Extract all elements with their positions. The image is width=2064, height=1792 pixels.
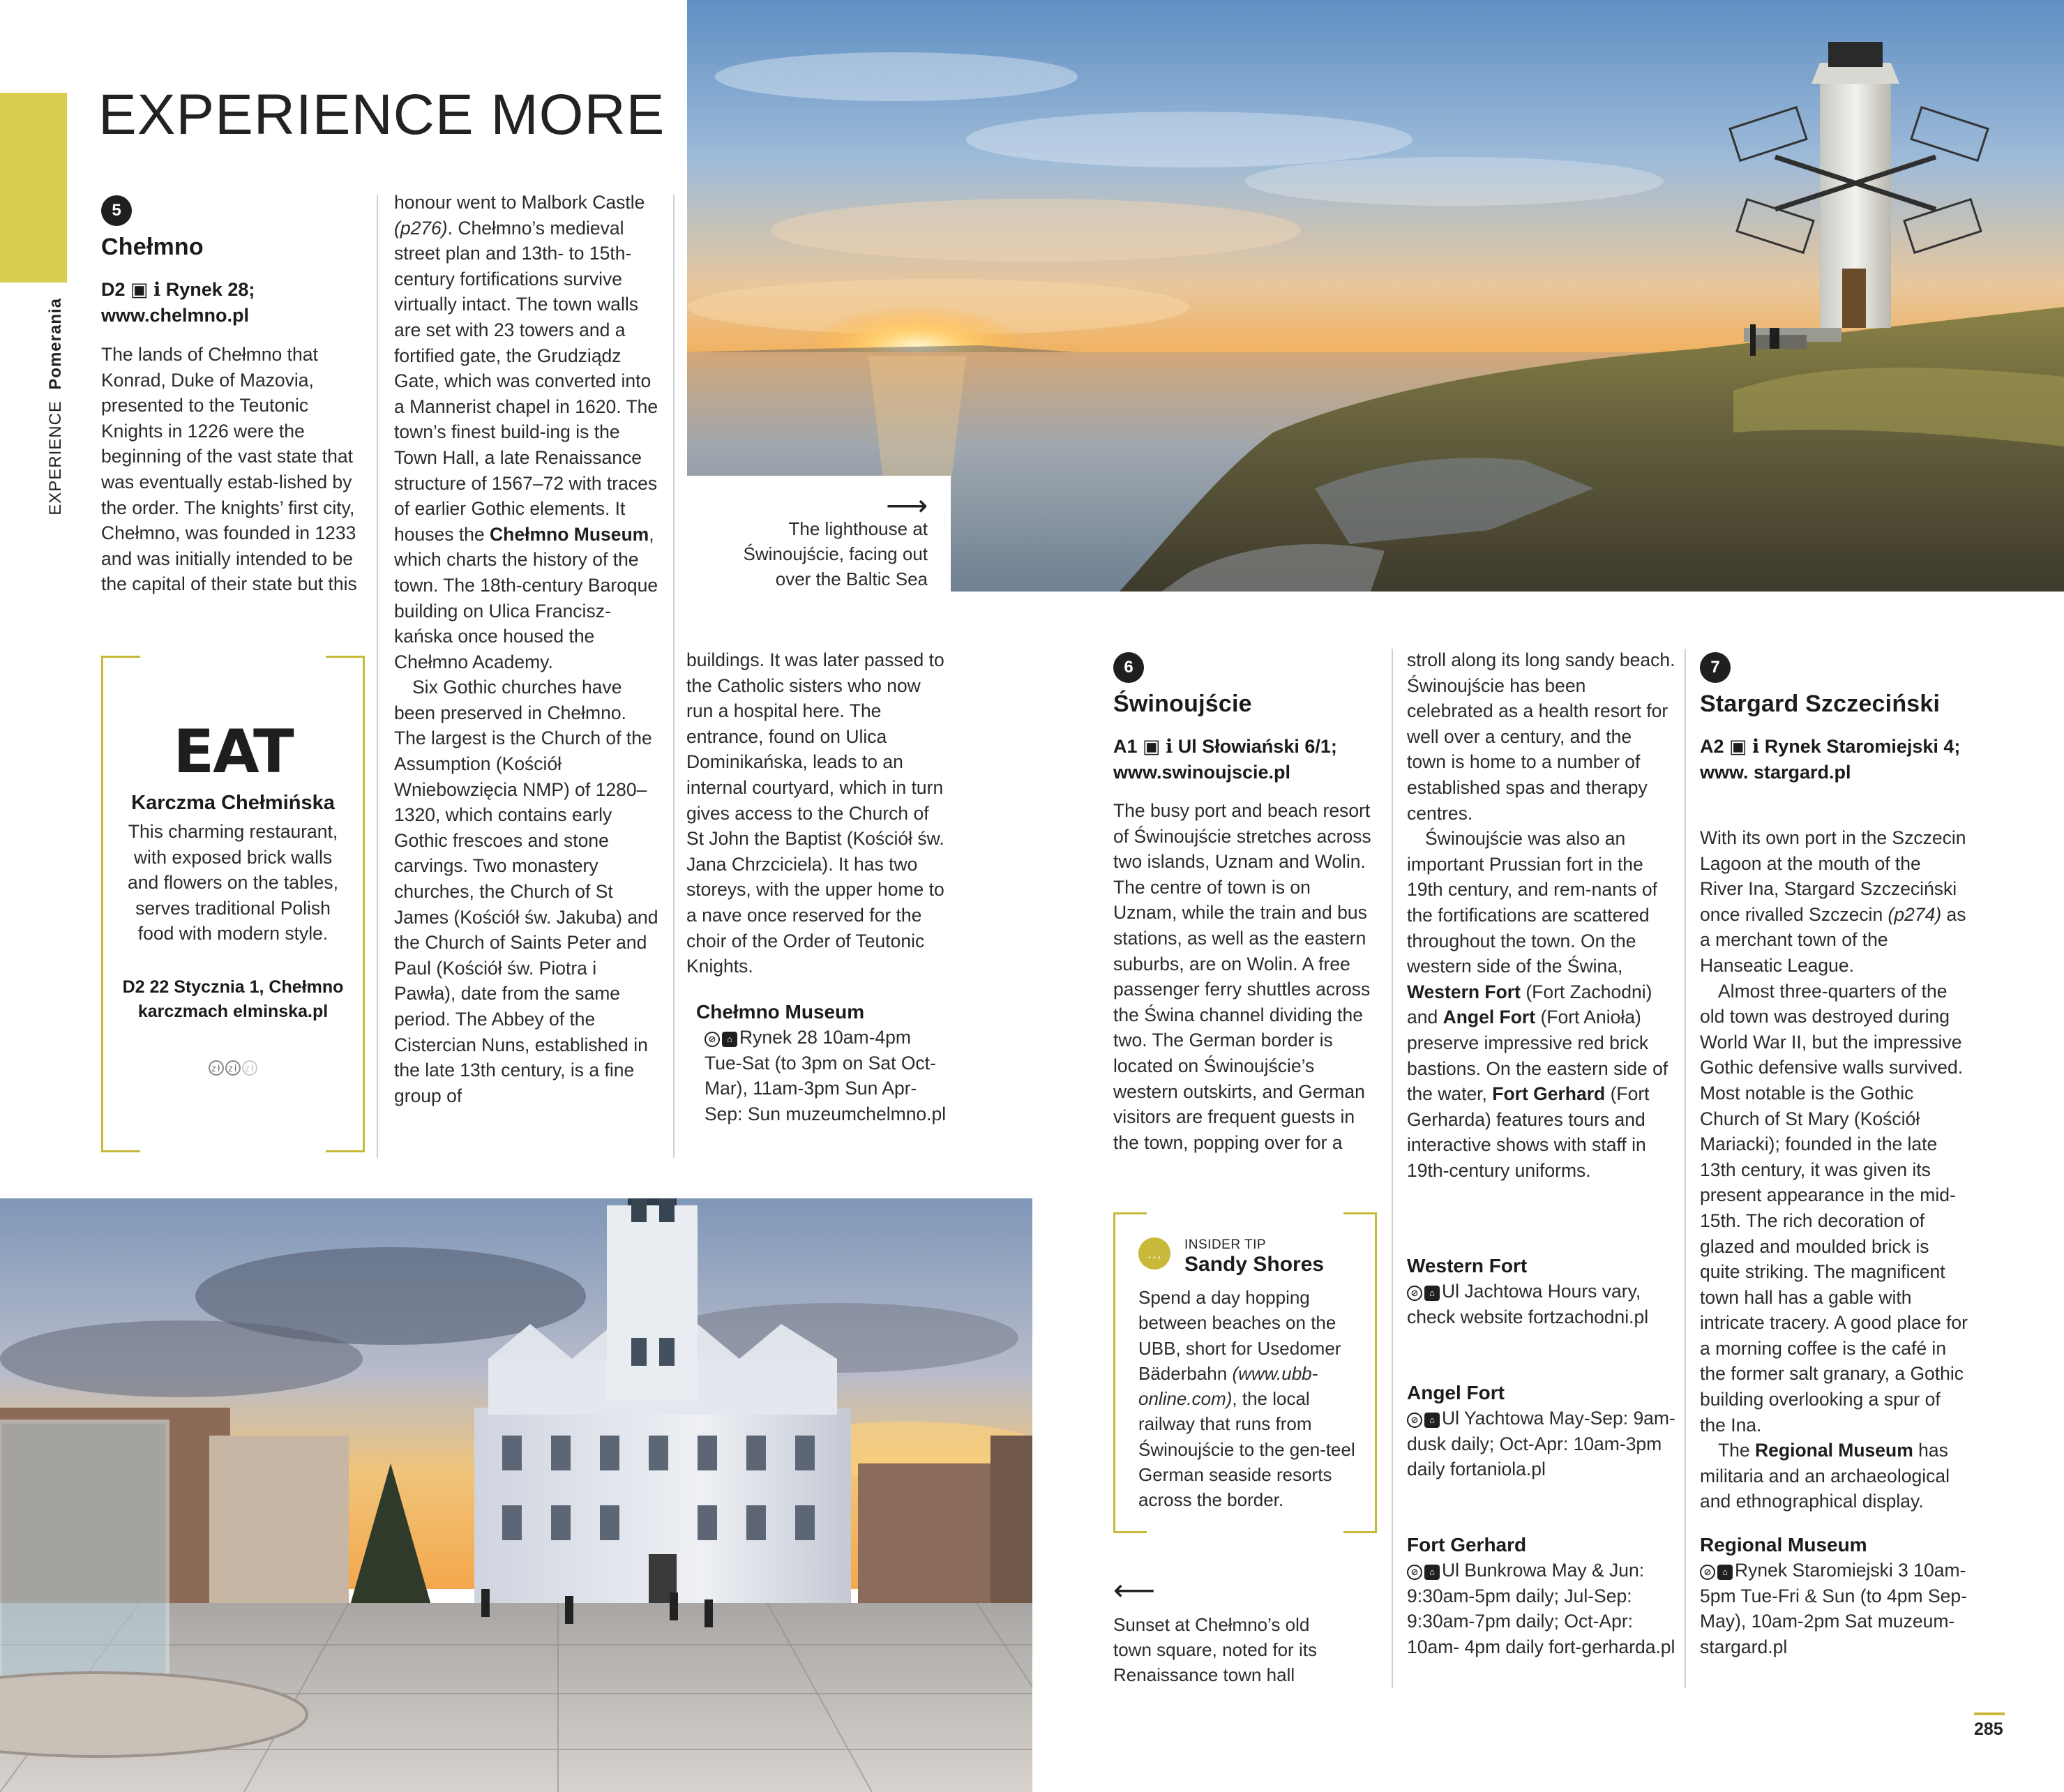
- section-side-label: EXPERIENCE Pomerania: [46, 298, 65, 515]
- chelmno-info: D2 ▣ ℹ Rynek 28; www.chelmno.pl: [101, 279, 255, 326]
- address-icon: ⌂: [1424, 1413, 1440, 1428]
- entry-number-6: 6: [1113, 652, 1144, 683]
- stargard-text: With its own port in the Szczecin Lagoon at the mouth of the River Ina, Stargard Szczeciński once rivalled Szczecin (p274) as a merchant town of the Hanseatic League. Almost three-quarters of the old town was destroyed during World War II, but the impressive Gothic defensive walls survived. Most notable is the Gothic Church of St Mary (Kościół Mariacki); founded in the late 13th century, it was given its present appearance in the mid-15th. The rich decoration of glazed and moulded brick is quite striking. The magnificent town hall has a gable with intricate tracery. A good place for a morning coffee is the café in the former salt granary, a Gothic building overlooking a spur of the Ina. The Regional Museum has militaria and an archaeological and ethnographical display.: [1700, 827, 1968, 1512]
- chelmno-text-col1: The lands of Chełmno that Konrad, Duke of Mazovia, presented to the Teutonic Knights in 1226 were the beginning of the vast state that was eventually estab-lished by the order. The knights’ first city, Chełmno, was founded in 1233 and was initially intended to be the capital of their state but this: [101, 344, 357, 595]
- entry-number-5: 5: [101, 195, 132, 226]
- page-title: EXPERIENCE MORE: [98, 83, 665, 146]
- listing-title: Western Fort: [1407, 1255, 1528, 1277]
- swinoujscie-text-col1: The busy port and beach resort of Świnoujście stretches across two islands, Uznam and Wolin. The centre of town is on Uznam, while the train and bus stations, as well as the eastern suburbs, are on Wolin. A free passenger ferry shuttles across the Świna channel dividing the two. The German border is located on Świnoujście’s western outskirts, and German visitors are frequent guests in the town, popping over for a: [1113, 800, 1371, 1153]
- page-number-rule: [1974, 1712, 2005, 1715]
- price-symbol: zł: [209, 1060, 224, 1076]
- entry-title-stargard: Stargard Szczeciński: [1700, 691, 1941, 717]
- map-pin-icon: ⊘: [1407, 1565, 1422, 1580]
- listing-details: ⊘ ⌂ Ul Jachtowa Hours vary, check website fortzachodni.pl: [1407, 1281, 1649, 1327]
- chelmno-text-col3: buildings. It was later passed to the Catholic sisters who now run a hospital here. The entrance, found on Ulica Dominikańska, leads to an internal courtyard, which in turn gives access to the Church of St John the Baptist (Kościół św. Jana Chrzciciela). It has two storeys, with the upper home to a nave once reserved for the choir of the Order of Teutonic Knights.: [686, 649, 944, 977]
- section-color-tab: [0, 93, 67, 283]
- listing-details: ⊘ ⌂ Ul Bunkrowa May & Jun: 9:30am-5pm daily; Jul-Sep: 9:30am-7pm daily; Oct-Apr: 10am- 4pm daily fort-gerharda.pl: [1407, 1560, 1675, 1657]
- listing-details: ⊘ ⌂ Rynek 28 10am-4pm Tue-Sat (to 3pm on Sat Oct-Mar), 11am-3pm Sun Apr-Sep: Sun muzeumchelmno.pl: [705, 1027, 947, 1124]
- page-number: 285: [1974, 1719, 2003, 1739]
- eat-box: [101, 656, 365, 1152]
- restaurant-name: Karczma Chełmińska: [131, 792, 335, 814]
- address-icon: ⌂: [722, 1032, 737, 1047]
- tip-label: INSIDER TIP: [1184, 1237, 1267, 1252]
- listing-title: Regional Museum: [1700, 1534, 1867, 1556]
- map-pin-icon: ⊘: [1700, 1565, 1715, 1580]
- speech-bubble-icon: …: [1138, 1237, 1170, 1270]
- entry-number-7: 7: [1700, 652, 1731, 683]
- lighthouse-caption: The lighthouse at Świnoujście, facing out over the Baltic Sea: [743, 518, 928, 589]
- chelmno-museum-listing: [696, 999, 947, 1127]
- arrow-left-icon: ⟵: [1113, 1574, 1156, 1606]
- restaurant-info: D2 22 Stycznia 1, Chełmno karczmach elminska.pl: [122, 977, 344, 1021]
- listing-details: ⊘ ⌂ Ul Yachtowa May-Sep: 9am-dusk daily; Oct-Apr: 10am-3pm daily fortaniola.pl: [1407, 1408, 1675, 1480]
- insider-tip-box: [1113, 1212, 1377, 1533]
- column-divider: [377, 195, 378, 1158]
- column-divider: [1392, 649, 1393, 1688]
- tip-title: Sandy Shores: [1184, 1253, 1325, 1276]
- listing-title: Angel Fort: [1407, 1382, 1505, 1403]
- map-pin-icon: ⊘: [1407, 1413, 1422, 1428]
- angel-fort-listing: [1407, 1380, 1675, 1482]
- chelmno-text-col2: honour went to Malbork Castle (p276). Chełmno’s medieval street plan and 13th- to 15th-century fortifications survive virtually intact. The town walls are set with 23 towers and a fortified gate, the Grudziądz Gate, which was converted into a Mannerist chapel in 1620. The town’s finest build-ing is the Town Hall, a late Renaissance structure of 1567–72 with traces of earlier Gothic elements. It houses the Chełmno Museum, which charts the history of the town. The 18th-century Baroque building on Ulica Francisz-kańska once housed the Chełmno Academy. Six Gothic churches have been preserved in Chełmno. The largest is the Church of the Assumption (Kościół Wniebowzięcia NMP) of 1280–1320, which contains early Gothic frescoes and stone carvings. Two monastery churches, the Church of St James (Kościół św. Jakuba) and the Church of Saints Peter and Paul (Kościół św. Piotra i Pawła), date from the same period. The Abbey of the Cistercian Nuns, established in the late 13th century, is a fine group of: [394, 192, 658, 1106]
- column-divider: [1685, 649, 1686, 1688]
- stargard-info: A2 ▣ ℹ Rynek Staromiejski 4; www. stargard.pl: [1700, 736, 1961, 783]
- western-fort-listing: [1407, 1253, 1675, 1330]
- price-symbol: zł: [225, 1060, 241, 1076]
- map-pin-icon: ⊘: [705, 1032, 720, 1047]
- price-rating: [101, 1060, 365, 1076]
- listing-details: ⊘ ⌂ Rynek Staromiejski 3 10am-5pm Tue-Fri & Sun (to 4pm Sep-May), 10am-2pm Sat muzeum-stargard.pl: [1700, 1560, 1967, 1657]
- address-icon: ⌂: [1424, 1286, 1440, 1301]
- price-symbol: zł: [242, 1060, 257, 1076]
- entry-title-swinoujscie: Świnoujście: [1113, 691, 1252, 717]
- restaurant-description: This charming restaurant, with exposed brick walls and flowers on the tables, serves traditional Polish food with modern style.: [128, 821, 338, 944]
- swinoujscie-info: A1 ▣ ℹ Ul Słowiański 6/1; www.swinoujscie.pl: [1113, 736, 1337, 783]
- regional-museum-listing: [1700, 1532, 1968, 1659]
- arrow-right-icon: ⟶: [886, 489, 928, 522]
- address-icon: ⌂: [1717, 1565, 1733, 1580]
- listing-title: Chełmno Museum: [696, 1001, 865, 1023]
- fort-gerhard-listing: [1407, 1532, 1675, 1659]
- entry-title-chelmno: Chełmno: [101, 234, 204, 260]
- tip-text: Spend a day hopping between beaches on the UBB, short for Usedomer Bäderbahn (www.ubb-online.com), the local railway that runs from Świnoujście to the gen-teel German seaside resorts across the border.: [1138, 1287, 1355, 1511]
- column-divider: [673, 195, 675, 1158]
- map-pin-icon: ⊘: [1407, 1286, 1422, 1301]
- townhall-caption: Sunset at Chełmno’s old town square, noted for its Renaissance town hall: [1113, 1614, 1317, 1685]
- listing-title: Fort Gerhard: [1407, 1534, 1527, 1556]
- eat-heading: EAT: [173, 717, 293, 787]
- townhall-photo: [0, 1198, 1032, 1792]
- swinoujscie-text-col2: stroll along its long sandy beach. Świnoujście has been celebrated as a health resort for well over a century, and the town is home to a number of established spas and therapy centres. Świnoujście was also an important Prussian fort in the 19th century, and rem-nants of the fortifications are scattered throughout the town. On the western side of the Świna, Western Fort (Fort Zachodni) and Angel Fort (Fort Anioła) preserve impressive red brick bastions. On the eastern side of the water, Fort Gerhard (Fort Gerharda) features tours and interactive shows with staff in 19th-century uniforms.: [1407, 649, 1675, 1181]
- address-icon: ⌂: [1424, 1565, 1440, 1580]
